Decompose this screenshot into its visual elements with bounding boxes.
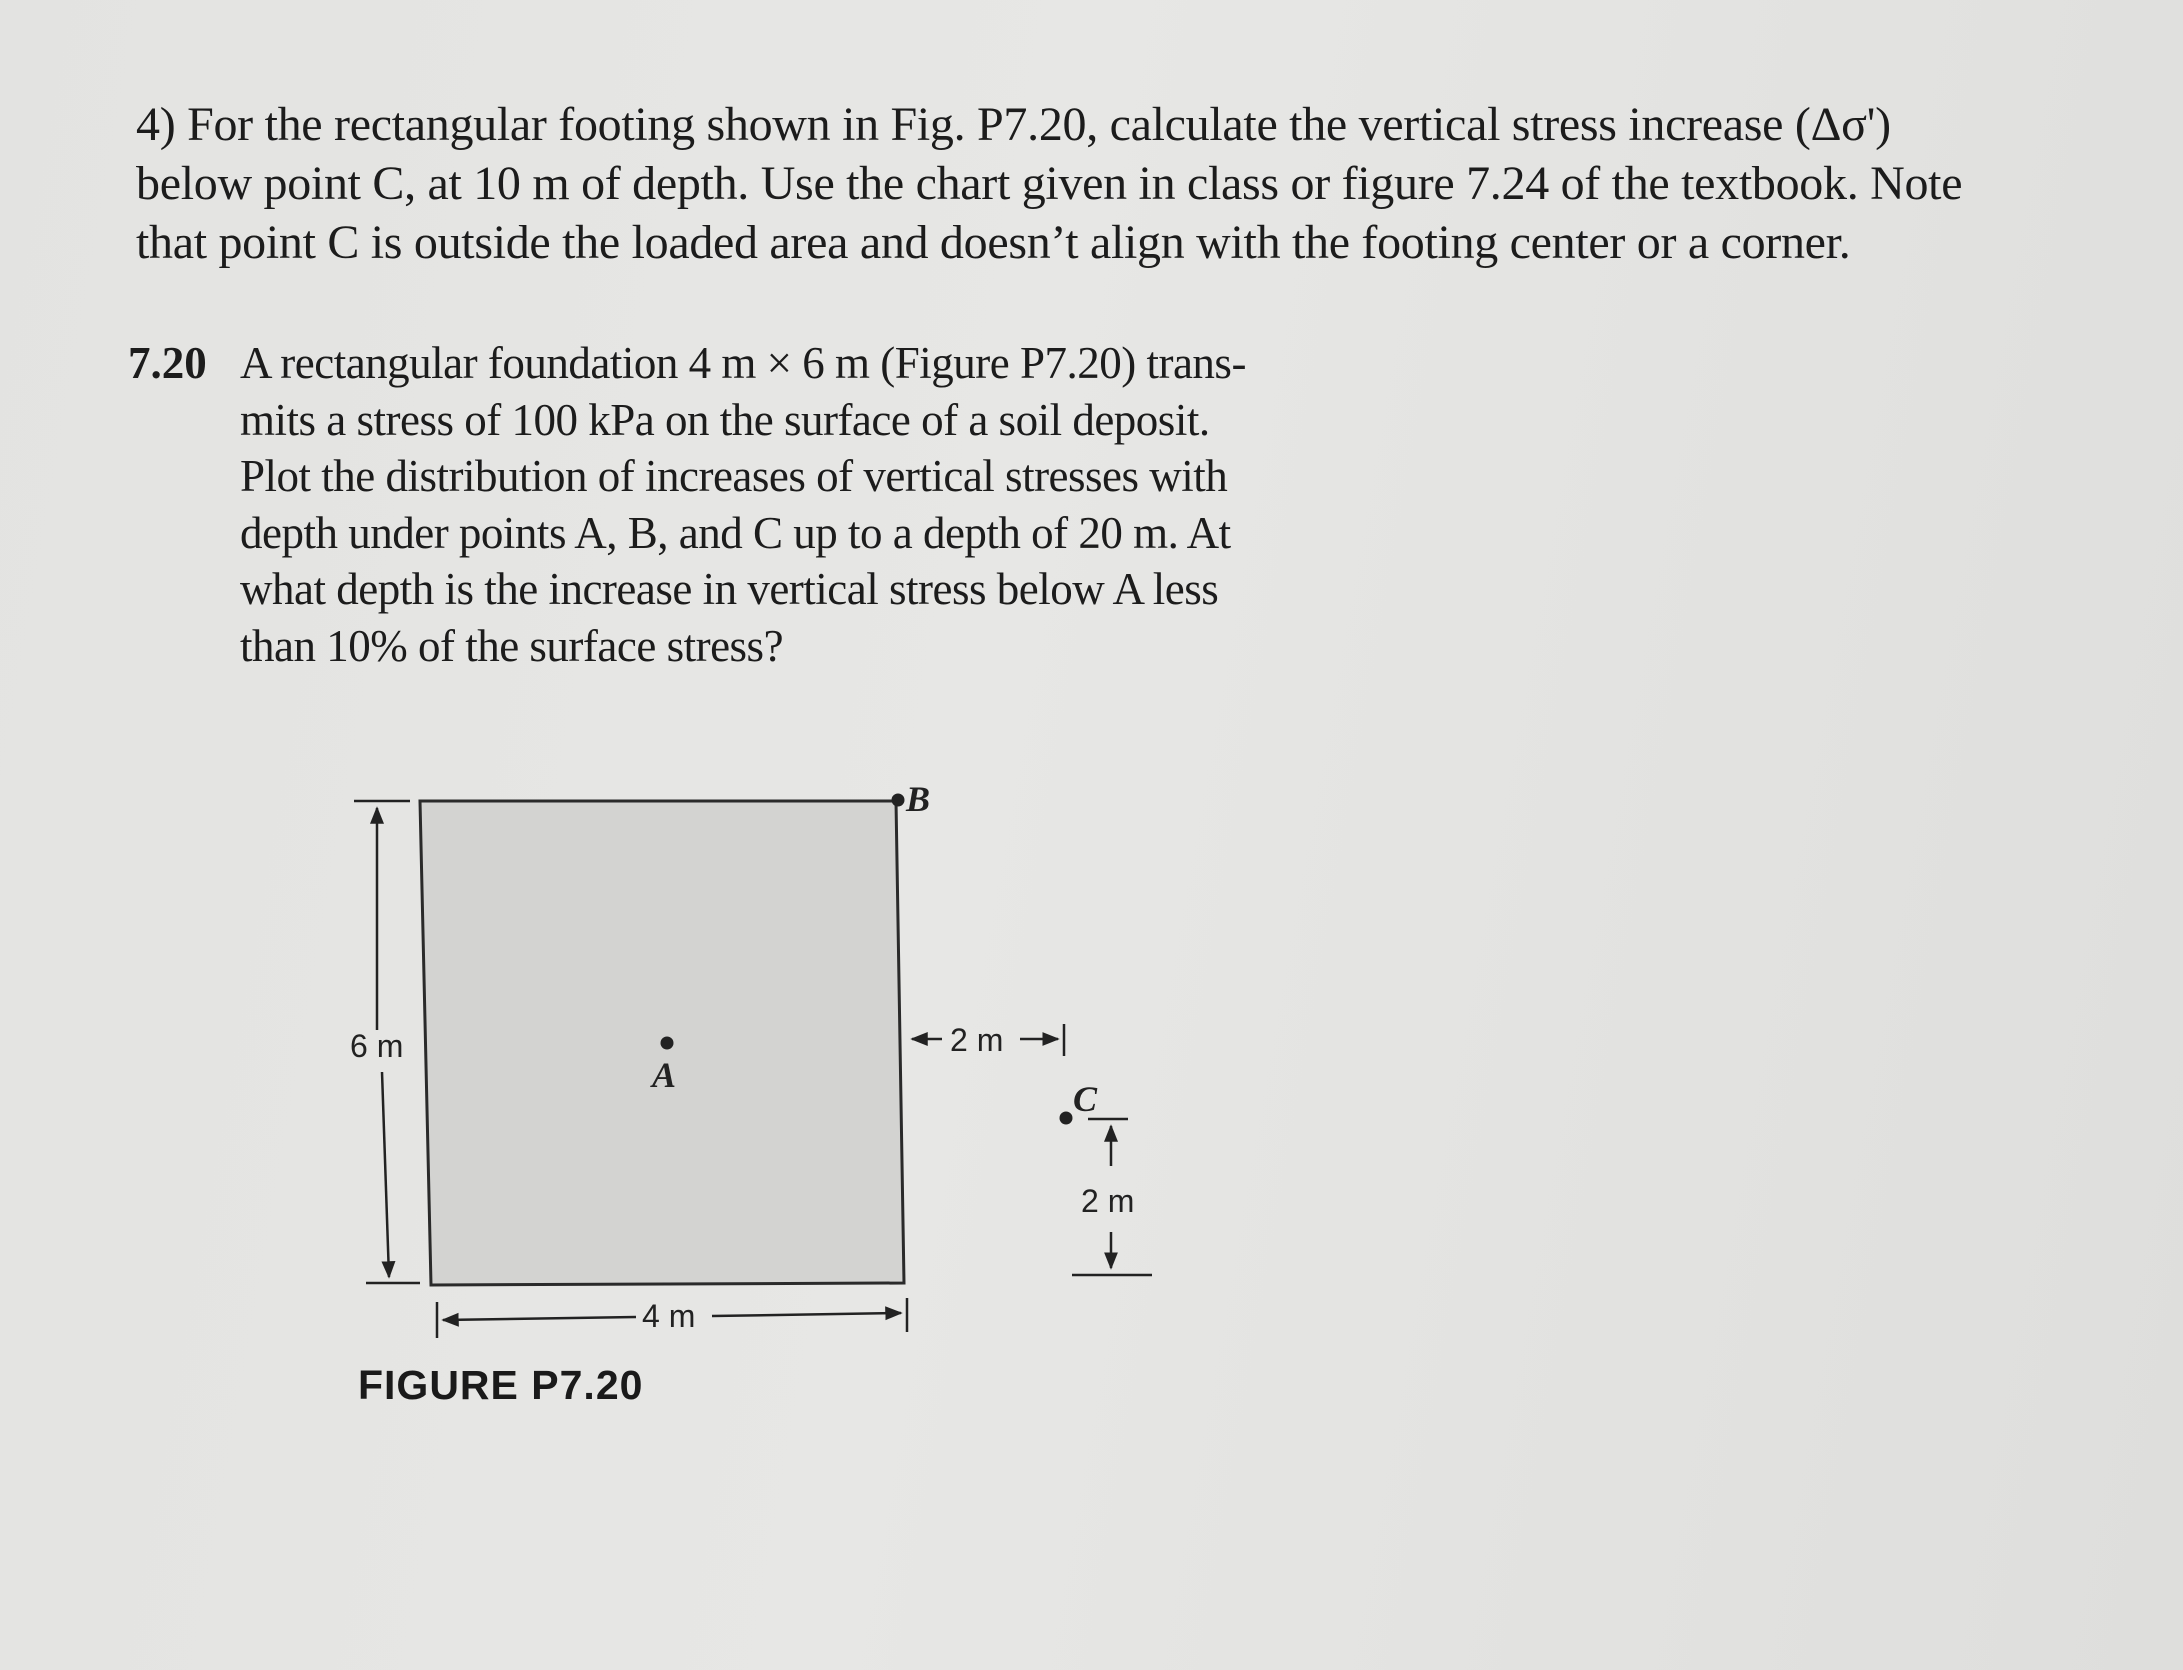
width-label: 4 m <box>642 1298 696 1334</box>
problem-line: mits a stress of 100 kPa on the surface of a soil deposit. <box>240 394 1210 445</box>
problem-line: Plot the distribution of increases of vertical stresses with <box>240 451 1228 501</box>
point-b-marker <box>892 794 905 807</box>
problem-line: depth under points A, B, and C up to a depth of 20 m. At <box>240 507 1231 558</box>
point-a-label: A <box>652 1055 677 1095</box>
point-c-label: C <box>1073 1079 1098 1119</box>
problem-line: what depth is the increase in vertical stress below A less <box>240 564 1219 614</box>
width-dimension-line-right <box>712 1313 901 1316</box>
question-4-line: below point C, at 10 m of depth. Use the chart given in class or figure 7.24 of the textbook. Note <box>136 157 1963 210</box>
height-dimension-line-lower <box>382 1072 389 1277</box>
width-dimension-line-left <box>443 1317 636 1320</box>
figure-caption: FIGURE P7.20 <box>358 1362 644 1408</box>
offset-y-label: 2 m <box>1081 1183 1135 1219</box>
offset-x-label: 2 m <box>950 1022 1004 1058</box>
question-4-line: that point C is outside the loaded area and doesn’t align with the footing center or a corner. <box>136 216 1851 269</box>
point-c-marker <box>1060 1112 1073 1125</box>
problem-number: 7.20 <box>128 338 207 388</box>
problem-line: than 10% of the surface stress? <box>240 620 784 671</box>
point-b-label: B <box>906 779 931 819</box>
question-4-line: 4) For the rectangular footing shown in Fig. P7.20, calculate the vertical stress increase (Δσ') <box>136 98 1891 151</box>
problem-line: A rectangular foundation 4 m × 6 m (Figure P7.20) trans- <box>240 338 1246 388</box>
height-label: 6 m <box>350 1028 404 1064</box>
point-a-marker <box>661 1037 674 1050</box>
